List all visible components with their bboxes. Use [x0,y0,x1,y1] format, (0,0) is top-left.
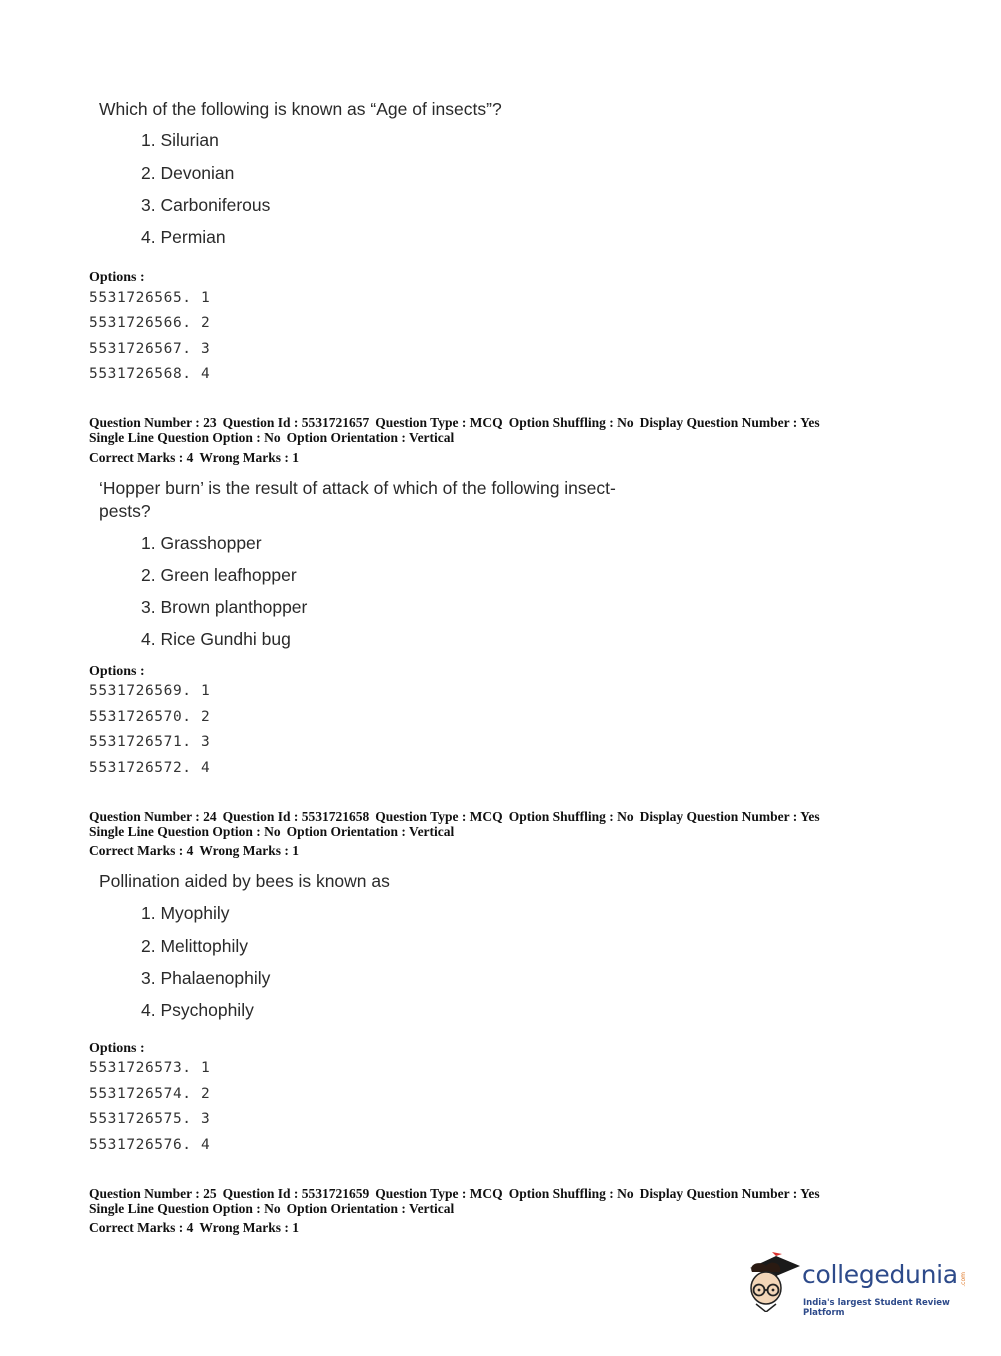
option-id: 5531726574. 2 [89,1086,211,1102]
choice-2: 2. Melittophily [141,936,248,956]
choice-1: 1. Silurian [141,130,219,150]
choice-2: 2. Devonian [141,163,235,183]
choice-4: 4. Permian [141,227,226,247]
option-id: 5531726568. 4 [89,366,211,382]
choice-3: 3. Carboniferous [141,195,271,215]
collegedunia-logo [742,1250,972,1320]
question-meta-marks: Correct Marks : 4 Wrong Marks : 1 [89,1220,299,1235]
question-meta-line2: Single Line Question Option : No Option Orientation : Vertical [89,430,455,445]
choice-3: 3. Brown planthopper [141,597,308,617]
logo-com: .com [960,1272,967,1287]
choice-4: 4. Rice Gundhi bug [141,629,291,649]
options-label: Options : [89,664,145,679]
question-text: ‘Hopper burn’ is the result of attack of which of the following insect- pests? [99,478,616,521]
options-label: Options : [89,270,145,285]
choice-4: 4. Psychophily [141,1000,254,1020]
question-text: Which of the following is known as “Age of insects”? [99,99,502,119]
question-meta-line1: Question Number : 25 Question Id : 5531721659 Question Type : MCQ Option Shuffling : No Display Question Number : Yes [89,1186,820,1201]
student-mascot-icon [742,1250,802,1312]
option-id: 5531726571. 3 [89,734,211,750]
choice-1: 1. Myophily [141,903,230,923]
choice-1: 1. Grasshopper [141,533,262,553]
option-id: 5531726575. 3 [89,1111,211,1127]
option-id: 5531726573. 1 [89,1060,211,1076]
question-text: Pollination aided by bees is known as [99,871,390,891]
question-meta-marks: Correct Marks : 4 Wrong Marks : 1 [89,843,299,858]
logo-tagline: India's largest Student Review Platform [803,1298,950,1318]
question-meta-line1: Question Number : 24 Question Id : 5531721658 Question Type : MCQ Option Shuffling : No Display Question Number : Yes [89,809,820,824]
logo-wordmark: collegedunia [802,1260,958,1289]
option-id: 5531726576. 4 [89,1137,211,1153]
option-id: 5531726569. 1 [89,683,211,699]
option-id: 5531726570. 2 [89,709,211,725]
option-id: 5531726565. 1 [89,290,211,306]
options-label: Options : [89,1041,145,1056]
question-meta-line1: Question Number : 23 Question Id : 5531721657 Question Type : MCQ Option Shuffling : No Display Question Number : Yes [89,415,820,430]
option-id: 5531726572. 4 [89,760,211,776]
question-meta-line2: Single Line Question Option : No Option Orientation : Vertical [89,824,455,839]
option-id: 5531726567. 3 [89,341,211,357]
option-id: 5531726566. 2 [89,315,211,331]
choice-2: 2. Green leafhopper [141,565,297,585]
question-meta-line2: Single Line Question Option : No Option Orientation : Vertical [89,1201,455,1216]
choice-3: 3. Phalaenophily [141,968,271,988]
question-meta-marks: Correct Marks : 4 Wrong Marks : 1 [89,450,299,465]
